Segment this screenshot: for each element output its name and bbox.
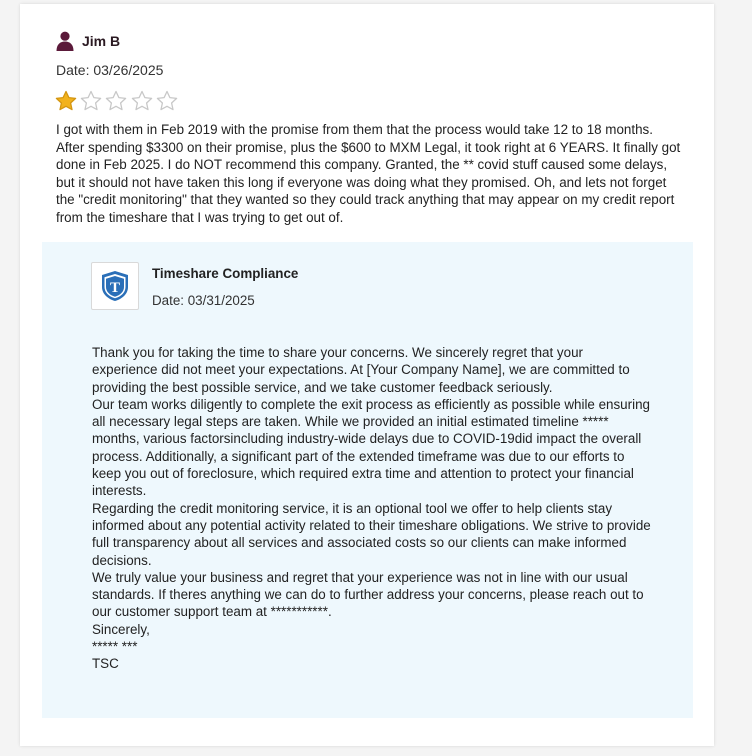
- response-signoff: Sincerely,: [92, 621, 150, 637]
- response-text: [92, 344, 652, 673]
- company-logo-letter: T: [109, 280, 121, 296]
- response-paragraph: Regarding the credit monitoring service, it is an optional tool we offer to help clients stay informed about any potential activity related to their timeshare obligations. We strive to provide full transparency about all services and associated costs so our clients can make informed decisions.: [92, 500, 651, 568]
- company-logo-icon: [100, 270, 130, 302]
- review-card: [20, 4, 714, 746]
- star-empty-icon: [80, 90, 102, 112]
- review-date: Date: 03/26/2025: [56, 62, 164, 78]
- star-empty-icon: [131, 90, 153, 112]
- reviewer-name[interactable]: Jim B: [82, 33, 121, 49]
- response-company-sign: TSC: [92, 656, 119, 672]
- company-logo[interactable]: [91, 262, 139, 310]
- response-paragraph: Thank you for taking the time to share your concerns. We sincerely regret that your experience did not meet your expectations. At [Your Company Name], we are committed to providing the best possible service, and we take customer feedback seriously.: [92, 345, 630, 395]
- star-rating: [55, 90, 181, 112]
- response-paragraph: We truly value your business and regret that your experience was not in line with our usual standards. If theres anything we can do to further address your concerns, please reach out to our customer support team at ***********.: [92, 569, 644, 620]
- star-empty-icon: [156, 90, 178, 112]
- review-text: I got with them in Feb 2019 with the promise from them that the process would take 12 to 18 months. After spending $3300 on their promise, plus the $600 to MXM Legal, it took right at 6 YEARS. It finally got done in Feb 2025. I do NOT recommend this company. Granted, the ** covid stuff caused some delays, but it should not have taken this long if everyone was doing what they promised. Oh, and lets not forget the "credit monitoring" that they wanted so they could track anything that may appear on my credit report from the timeshare that I was trying to get out of.: [56, 122, 681, 225]
- user-icon: [56, 31, 74, 51]
- company-response: [42, 242, 693, 718]
- company-name[interactable]: Timeshare Compliance: [152, 266, 299, 281]
- reviewer: [56, 31, 120, 51]
- star-filled-icon: [55, 90, 77, 112]
- response-signer: ***** ***: [92, 639, 138, 655]
- response-date: Date: 03/31/2025: [152, 293, 255, 308]
- star-empty-icon: [105, 90, 127, 112]
- response-paragraph: Our team works diligently to complete the exit process as efficiently as possible while ensuring all necessary legal steps are taken. While we provided an initial estimated timeline ***** months, various factorsincluding industry-wide delays due to COVID-19did impact the overall process. Additionally, a significant part of the extended timeframe was due to our efforts to keep you out of foreclosure, which required extra time and attention to protect your financial interests.: [92, 396, 650, 499]
